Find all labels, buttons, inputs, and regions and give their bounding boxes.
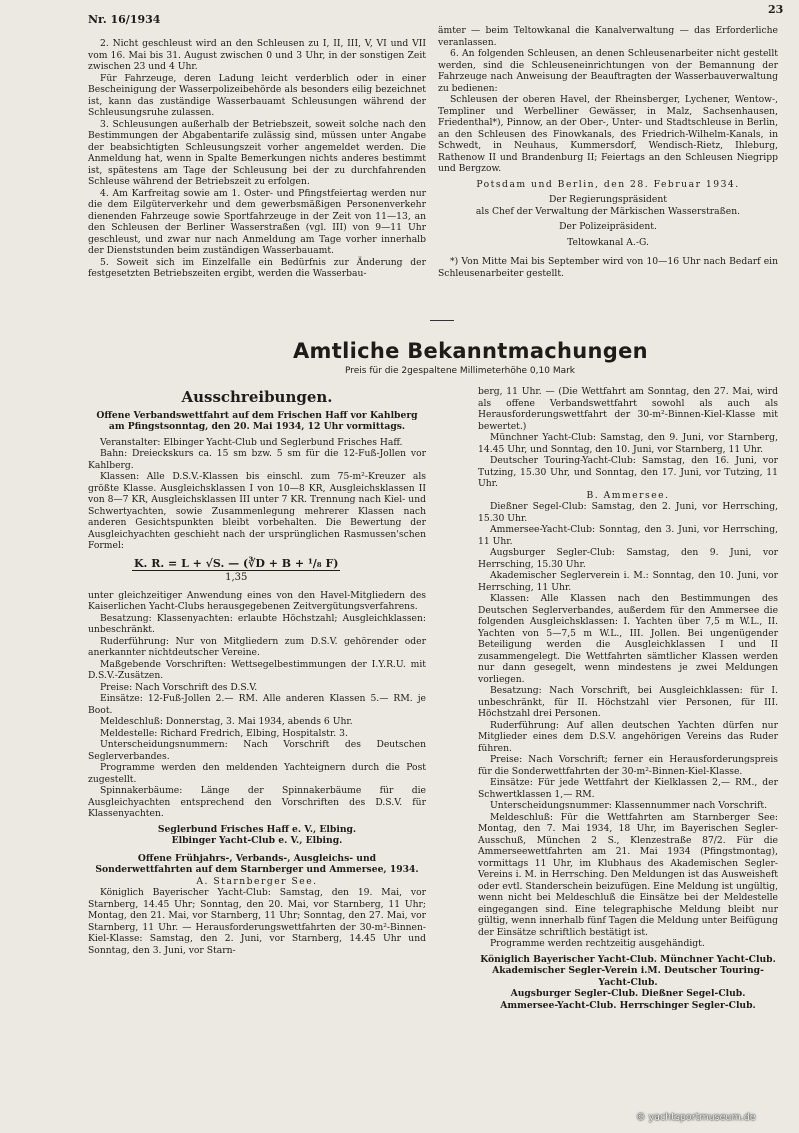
top-right-column bbox=[438, 25, 778, 279]
paragraph: 4. Am Karfreitag sowie am 1. Oster- und Pfingstfeiertag werden nur die dem Eilgüterverkehr und dem gewerbsmäßigen Personenverkehr dienenden Fahrzeuge sowie Sportfahrzeuge in der Zeit von 11—13, an den Schleusen der Berliner Wasserstraßen (vgl. III) von 9—11 Uhr geschleust, und zwar nur nach Anmeldung am Tage vorher innerhalb der Dienststunden beim zuständigen Wasserbauamt. bbox=[88, 187, 426, 256]
bottom-right-column bbox=[478, 386, 778, 1011]
divider bbox=[430, 320, 454, 321]
bottom-left-column bbox=[88, 388, 426, 956]
signature-club: Augsburger Segler-Club. Dießner Segel-Club. bbox=[510, 988, 746, 999]
paragraph: Programme werden rechtzeitig ausgehändigt. bbox=[490, 938, 705, 949]
formula-fraction bbox=[132, 558, 340, 584]
paragraph: Programme werden den meldenden Yachteignern durch die Post zugestellt. bbox=[88, 762, 426, 785]
signature-club: Königlich Bayerischer Yacht-Club. Münchner Yacht-Club. bbox=[480, 953, 776, 965]
top-left-column bbox=[88, 38, 426, 280]
paragraph: Münchner Yacht-Club: Samstag, den 9. Juni, vor Starnberg, 14.45 Uhr, und Sonntag, den 10. Juni, vor Starnberg, 11 Uhr. bbox=[478, 432, 778, 455]
signature-club: Elbinger Yacht-Club e. V., Elbing. bbox=[171, 835, 343, 846]
paragraph: Akademischer Seglerverein i. M.: Sonntag, den 10. Juni, vor Herrsching, 11 Uhr. bbox=[478, 570, 778, 593]
section-title: Amtliche Bekanntmachungen bbox=[293, 339, 648, 363]
paragraph: Meldeschluß: Für die Wettfahrten am Starnberger See: Montag, den 7. Mai 1934, 18 Uhr, im Bayerischen Segler-Ausschuß, München 2 S., Klenzestraße 87/2. Für die Ammerseewettfahrten am 21. Mai 1934 (Pfingstmontag), vormittags 11 Uhr, im Klubhaus des Akademischen Segler-Vereins i. M. in Herrsching. Den Meldungen ist das Ausweisheft oder evtl. Standerschein beizufügen. Eine Meldung ist ungültig, wenn nicht bei Meldeschluß die Einsätze bei der Meldestelle eingegangen sind. Eine telegraphische Meldung bleibt nur gültig, wenn innerhalb fünf Tagen die Meldung unter Beifügung der Einsätze schriftlich bestätigt ist. bbox=[478, 811, 778, 938]
signature-line: Der Regierungspräsident bbox=[549, 194, 667, 205]
place-date: Potsdam und Berlin, den 28. Februar 1934. bbox=[476, 178, 740, 190]
signature-line: Teltowkanal A.-G. bbox=[567, 236, 649, 248]
paragraph: 6. An folgenden Schleusen, an denen Schleusenarbeiter nicht gestellt werden, sind die Schleuseneinrichtungen von der Bemannung der Fahrzeuge nach Anweisung der Beauftragten der Wasserbauverwaltung zu bedienen: bbox=[438, 48, 778, 94]
paragraph: ämter — beim Teltowkanal die Kanalverwaltung — das Erforderliche veranlassen. bbox=[438, 25, 778, 48]
paragraph: Einsätze: Für jede Wettfahrt der Kielklassen 2,— RM., der Schwertklassen 1,— RM. bbox=[478, 777, 778, 800]
paragraph: Besatzung: Nach Vorschrift, bei Ausgleichklassen: für I. unbeschränkt, für II. Höchstzahl vier Personen, für III. Höchstzahl drei Personen. bbox=[478, 685, 778, 719]
paragraph: Maßgebende Vorschriften: Wettsegelbestimmungen der I.Y.R.U. mit D.S.V.-Zusätzen. bbox=[88, 658, 426, 681]
paragraph: Einsätze: 12-Fuß-Jollen 2.— RM. Alle anderen Klassen 5.— RM. je Boot. bbox=[88, 693, 426, 716]
paragraph: Meldeschluß: Donnerstag, 3. Mai 1934, abends 6 Uhr. bbox=[100, 716, 353, 727]
paragraph: Ruderführung: Nur von Mitgliedern zum D.S.V. gehörender oder anerkannter nichtdeutscher Vereine. bbox=[88, 635, 426, 658]
issue-number: Nr. 16/1934 bbox=[88, 13, 161, 26]
paragraph: Unterscheidungsnummer: Klassennummer nach Vorschrift. bbox=[490, 800, 768, 811]
paragraph: Klassen: Alle Klassen nach den Bestimmungen des Deutschen Seglerverbandes, außerdem für den Ammersee die folgenden Ausgleichsklassen: I. Yachten über 7,5 m W.L., II. Yachten von 5—7,5 m W.L., III. Jollen. Bei ungenügender Beteiligung werden die Ausgleichklassen I und II zusammengelegt. Die Wettfahrten sämtlicher Klassen werden nur dann gesegelt, wenn mindestens je zwei Meldungen vorliegen. bbox=[478, 593, 778, 685]
paragraph: Veranstalter: Elbinger Yacht-Club und Seglerbund Frisches Haff. bbox=[100, 436, 403, 448]
paragraph: Preise: Nach Vorschrift des D.S.V. bbox=[100, 681, 258, 693]
event-title: Offene Verbandswettfahrt auf dem Frischen Haff vor Kahlberg am Pfingstsonntag, den 20. Mai 1934, 12 Uhr vormittags. bbox=[96, 409, 418, 432]
paragraph: Deutscher Touring-Yacht-Club: Samstag, den 16. Juni, vor Tutzing, 15.30 Uhr, und Sonntag, den 17. Juni, vor Tutzing, 11 Uhr. bbox=[478, 455, 778, 489]
paragraph: Königlich Bayerischer Yacht-Club: Samstag, den 19. Mai, vor Starnberg, 14.45 Uhr; Sonntag, den 20. Mai, vor Starnberg, 11 Uhr; Montag, den 21. Mai, vor Starnberg, 11 Uhr; Sonntag, den 27. Mai, vor Starnberg, 11 Uhr. — Herausforderungswettfahrten der 30-m²-Binnen-Kiel-Klasse: Samstag, den 2. Juni, vor Starnberg, 14.45 Uhr und Sonntag, den 3. Juni, vor Starn- bbox=[88, 887, 426, 956]
signature-line: als Chef der Verwaltung der Märkischen Wasserstraßen. bbox=[475, 205, 741, 217]
paragraph: Dießner Segel-Club: Samstag, den 2. Juni, vor Herrsching, 15.30 Uhr. bbox=[478, 501, 778, 524]
signature-club: Ammersee-Yacht-Club. Herrschinger Segler-Club. bbox=[500, 999, 756, 1011]
section-price: Preis für die 2gespaltene Millimeterhöhe 0,10 Mark bbox=[344, 366, 576, 376]
formula-denominator: 1,35 bbox=[225, 572, 248, 583]
section-heading: Ausschreibungen. bbox=[181, 388, 333, 406]
watermark: © yachtsportmuseum.de bbox=[636, 1112, 756, 1123]
paragraph: Augsburger Segler-Club: Samstag, den 9. Juni, vor Herrsching, 15.30 Uhr. bbox=[478, 547, 778, 570]
paragraph: Ruderführung: Auf allen deutschen Yachten dürfen nur Mitglieder eines dem D.S.V. angehörigen Vereins das Ruder führen. bbox=[478, 719, 778, 754]
subheading: B. Ammersee. bbox=[586, 489, 670, 501]
signature-line: Der Polizeipräsident. bbox=[559, 221, 657, 232]
signature-club: Akademischer Segler-Verein i.M. Deutscher Touring-Yacht-Club. bbox=[492, 965, 764, 988]
page-number: 23 bbox=[768, 3, 784, 16]
paragraph: unter gleichzeitiger Anwendung eines von den Havel-Mitgliedern des Kaiserlichen Yacht-Clubs herausgegebenen Zeitvergütungsverfahrens. bbox=[88, 589, 426, 612]
paragraph: berg, 11 Uhr. — (Die Wettfahrt am Sonntag, den 27. Mai, wird als offene Verbandswettfahrt sowohl als auch als Herausforderungswettfahrt der 30-m²-Binnen-Kiel-Klasse mit bewertet.) bbox=[478, 386, 778, 432]
paragraph: Ammersee-Yacht-Club: Sonntag, den 3. Juni, vor Herrsching, 11 Uhr. bbox=[478, 524, 778, 547]
paragraph: 3. Schleusungen außerhalb der Betriebszeit, soweit solche nach den Bestimmungen der Abgabentarife zulässig sind, müssen unter Angabe der beabsichtigten Schleusungszeit vorher angemeldet werden. Die Anmeldung hat, wenn in Spalte Bemerkungen nichts anderes bestimmt ist, spätestens am Tage der Schleusung bei der zu durchfahrenden Schleuse während der Betriebszeit zu erfolgen. bbox=[88, 118, 426, 187]
paragraph: Besatzung: Klassenyachten: erlaubte Höchstzahl; Ausgleichklassen: unbeschränkt. bbox=[88, 612, 426, 635]
paragraph: 2. Nicht geschleust wird an den Schleusen zu I, II, III, V, VI und VII vom 16. Mai bis 31. August zwischen 0 und 3 Uhr, in der sonstigen Zeit zwischen 23 und 4 Uhr. bbox=[88, 38, 426, 72]
paragraph: Klassen: Alle D.S.V.-Klassen bis einschl. zum 75-m²-Kreuzer als größte Klasse. Ausgleichsklassen I von 10—8 KR, Ausgleichsklassen II von 8—7 KR, Ausgleichsklassen III unter 7 KR. Trennung nach Kiel- und Schwertyachten, sowie Zusammenlegung mehrerer Klassen nach anderen Gesichtspunkten bleibt vorbehalten. Die Bewertung der Ausgleichyachten geschieht nach der ursprünglichen Rasmussen'schen Formel: bbox=[88, 471, 426, 551]
paragraph: Unterscheidungsnummern: Nach Vorschrift des Deutschen Seglerverbandes. bbox=[88, 739, 426, 762]
paragraph: Meldestelle: Richard Fredrich, Elbing, Hospitalstr. 3. bbox=[100, 727, 348, 739]
paragraph: Preise: Nach Vorschrift; ferner ein Herausforderungspreis für die Sonderwettfahrten der 30-m²-Binnen-Kiel-Klasse. bbox=[478, 754, 778, 777]
footnote: *) Von Mitte Mai bis September wird von 10—16 Uhr nach Bedarf ein Schleusenarbeiter gestellt. bbox=[438, 256, 778, 279]
paragraph: Spinnakerbäume: Länge der Spinnakerbäume für die Ausgleichyachten entsprechend den Vorschriften des D.S.V. für Klassenyachten. bbox=[88, 785, 426, 819]
event-title: Offene Frühjahrs-, Verbands-, Ausgleichs- und Sonderwettfahrten auf dem Starnberger und Ammersee, 1934. bbox=[95, 852, 419, 875]
paragraph: Für Fahrzeuge, deren Ladung leicht verderblich oder in einer Bescheinigung der Wasserpolizeibehörde als besonders eilig bezeichnet ist, kann das zuständige Wasserbauamt Schleusungen während der Schleusungsruhe zulassen. bbox=[88, 72, 426, 118]
signature-club: Seglerbund Frisches Haff e. V., Elbing. bbox=[157, 823, 357, 835]
paragraph: Bahn: Dreieckskurs ca. 15 sm bzw. 5 sm für die 12-Fuß-Jollen vor Kahlberg. bbox=[88, 448, 426, 471]
formula bbox=[128, 558, 426, 584]
paragraph: 5. Soweit sich im Einzelfalle ein Bedürfnis zur Änderung der festgesetzten Betriebszeiten ergibt, werden die Wasserbau- bbox=[88, 256, 426, 279]
subheading: A. Starnberger See. bbox=[196, 875, 318, 887]
paragraph: Schleusen der oberen Havel, der Rheinsberger, Lychener, Wentow-, Templiner und Werbelliner Gewässer, in Malz, Sachsenhausen, Friedenthal*), Pinnow, an der Ober-, Unter- und Stadtschleuse in Berlin, an den Schleusen des Finowkanals, des Friedrich-Wilhelm-Kanals, in Schwedt, in Neuhaus, Kummersdorf, Wendisch-Rietz, Ihleburg, Rathenow II und Brandenburg II; Feiertags an den Schleusen Niegripp und Bergzow. bbox=[438, 94, 778, 174]
formula-numerator: K. R. = L + √S. — (∛D + B + ¹/₈ F) bbox=[134, 556, 339, 570]
